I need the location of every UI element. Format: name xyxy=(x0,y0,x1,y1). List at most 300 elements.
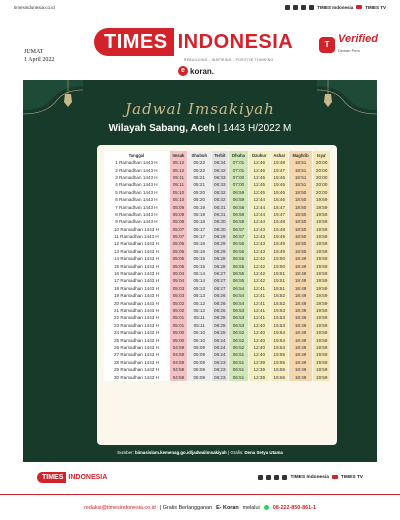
issue-day: JUMAT xyxy=(24,49,44,55)
cell-time: 06:56 xyxy=(229,248,248,255)
cell-time: 18:49 xyxy=(289,322,313,329)
cell-time: 15:51 xyxy=(271,277,288,284)
cell-date: 21 Ramadhan 1443 H xyxy=(104,307,169,314)
col-header: Isya' xyxy=(313,151,330,159)
cell-time: 05:22 xyxy=(188,166,211,173)
cell-time: 15:50 xyxy=(271,255,288,262)
cell-time: 05:08 xyxy=(188,373,211,380)
cell-time: 06:25 xyxy=(212,322,229,329)
cell-time: 15:49 xyxy=(271,233,288,240)
cell-time: 06:51 xyxy=(229,359,248,366)
cell-time: 05:12 xyxy=(188,307,211,314)
cell-time: 05:10 xyxy=(170,196,187,203)
cell-time: 19:59 xyxy=(313,196,330,203)
table-row xyxy=(104,351,330,358)
cell-time: 19:59 xyxy=(313,299,330,306)
cell-time: 18:50 xyxy=(289,226,313,233)
table-row xyxy=(104,285,330,292)
top-social xyxy=(285,5,386,10)
promo-ekoran: E- Koran xyxy=(216,504,239,511)
twitter-icon[interactable] xyxy=(301,5,306,10)
cell-time: 05:10 xyxy=(188,336,211,343)
cell-time: 06:23 xyxy=(212,366,229,373)
table-row xyxy=(104,196,330,203)
cell-time: 06:33 xyxy=(212,174,229,181)
cell-time: 15:47 xyxy=(271,166,288,173)
cell-time: 15:46 xyxy=(271,196,288,203)
cell-time: 06:58 xyxy=(229,218,248,225)
cell-time: 06:33 xyxy=(212,181,229,188)
cell-date: 23 Ramadhan 1443 H xyxy=(104,322,169,329)
cell-time: 05:12 xyxy=(188,299,211,306)
cell-date: 26 Ramadhan 1443 H xyxy=(104,344,169,351)
cell-time: 05:01 xyxy=(170,314,187,321)
cell-time: 06:55 xyxy=(229,262,248,269)
cell-date: 9 Ramadhan 1443 H xyxy=(104,218,169,225)
promo-lead: | Gratis Berlangganan xyxy=(159,504,213,511)
table-row xyxy=(104,226,330,233)
cell-time: 05:00 xyxy=(170,336,187,343)
table-row xyxy=(104,233,330,240)
cell-time: 15:52 xyxy=(271,292,288,299)
table-row xyxy=(104,203,330,210)
cell-time: 15:53 xyxy=(271,322,288,329)
facebook-icon[interactable] xyxy=(258,475,263,480)
table-row xyxy=(104,159,330,166)
cell-time: 05:13 xyxy=(188,285,211,292)
social-label: TIMES Indonesia xyxy=(317,4,354,10)
table-row xyxy=(104,336,330,343)
cell-time: 18:50 xyxy=(289,233,313,240)
cell-time: 06:31 xyxy=(212,211,229,218)
cell-time: 06:28 xyxy=(212,255,229,262)
cell-time: 06:25 xyxy=(212,314,229,321)
cell-time: 06:24 xyxy=(212,344,229,351)
cell-time: 18:49 xyxy=(289,270,313,277)
cell-time: 20:00 xyxy=(313,159,330,166)
cell-time: 12:42 xyxy=(249,270,270,277)
cell-time: 12:40 xyxy=(249,351,270,358)
table-row xyxy=(104,344,330,351)
cell-time: 04:58 xyxy=(170,359,187,366)
cell-time: 05:03 xyxy=(170,292,187,299)
cell-time: 05:11 xyxy=(170,174,187,181)
cell-time: 12:44 xyxy=(249,203,270,210)
cell-date: 22 Ramadhan 1443 H xyxy=(104,314,169,321)
cell-time: 20:00 xyxy=(313,189,330,196)
cell-time: 04:59 xyxy=(170,344,187,351)
cell-time: 18:49 xyxy=(289,292,313,299)
cell-time: 18:50 xyxy=(289,240,313,247)
cell-time: 05:09 xyxy=(188,351,211,358)
cell-time: 12:41 xyxy=(249,285,270,292)
cell-time: 07:01 xyxy=(229,159,248,166)
cell-time: 18:49 xyxy=(289,285,313,292)
cell-time: 18:49 xyxy=(289,299,313,306)
cell-time: 05:17 xyxy=(188,226,211,233)
cell-time: 06:28 xyxy=(212,262,229,269)
cell-time: 15:46 xyxy=(271,189,288,196)
cell-date: 7 Ramadhan 1443 H xyxy=(104,203,169,210)
cell-date: 6 Ramadhan 1443 H xyxy=(104,196,169,203)
redaksi-email[interactable]: redaksi@timesindonesia.co.id xyxy=(84,504,156,511)
cell-time: 06:31 xyxy=(212,203,229,210)
cell-time: 15:51 xyxy=(271,285,288,292)
cell-time: 05:21 xyxy=(188,174,211,181)
cell-time: 18:49 xyxy=(289,262,313,269)
cell-time: 15:50 xyxy=(271,262,288,269)
cell-time: 19:59 xyxy=(313,226,330,233)
cell-date: 18 Ramadhan 1443 H xyxy=(104,285,169,292)
cell-date: 25 Ramadhan 1443 H xyxy=(104,336,169,343)
cell-time: 07:01 xyxy=(229,166,248,173)
instagram-icon[interactable] xyxy=(266,475,271,480)
schedule-body xyxy=(104,159,330,381)
table-header-row xyxy=(104,151,330,159)
cell-time: 05:12 xyxy=(170,159,187,166)
table-row xyxy=(104,277,330,284)
youtube-icon[interactable] xyxy=(356,5,362,9)
cell-time: 18:49 xyxy=(289,366,313,373)
cell-time: 15:47 xyxy=(271,203,288,210)
cell-time: 06:55 xyxy=(229,270,248,277)
cell-time: 05:21 xyxy=(188,181,211,188)
cell-time: 05:15 xyxy=(188,262,211,269)
cell-time: 06:27 xyxy=(212,277,229,284)
poster-year: | 1443 H/2022 M xyxy=(217,123,292,134)
ekoran-text: koran. xyxy=(190,66,215,76)
footer-social-label: TIMES Indonesia xyxy=(290,474,329,480)
cell-time: 15:54 xyxy=(271,336,288,343)
table-row xyxy=(104,373,330,380)
footer-brand-indonesia: INDONESIA xyxy=(68,473,108,481)
source-url[interactable]: bimasislam.kemenag.go.id/jadwalimsakiyah xyxy=(134,450,227,455)
cell-time: 15:51 xyxy=(271,270,288,277)
table-row xyxy=(104,211,330,218)
cell-time: 05:09 xyxy=(188,344,211,351)
footer-tv-label: TIMES TV xyxy=(340,474,363,480)
cell-time: 18:49 xyxy=(289,277,313,284)
cell-time: 15:55 xyxy=(271,351,288,358)
cell-date: 14 Ramadhan 1443 H xyxy=(104,255,169,262)
cell-time: 05:08 xyxy=(170,218,187,225)
top-strip xyxy=(0,0,400,14)
cell-time: 12:44 xyxy=(249,211,270,218)
cell-time: 18:49 xyxy=(289,314,313,321)
cell-date: 3 Ramadhan 1443 H xyxy=(104,174,169,181)
cell-time: 15:52 xyxy=(271,299,288,306)
verified-title xyxy=(338,34,378,56)
cell-time: 12:40 xyxy=(249,344,270,351)
tiktok-icon[interactable] xyxy=(309,5,314,10)
tiktok-icon[interactable] xyxy=(282,475,287,480)
bottom-bar xyxy=(0,494,400,520)
poster-subtitle xyxy=(23,123,377,134)
cell-time: 05:11 xyxy=(170,181,187,188)
cell-time: 04:59 xyxy=(170,351,187,358)
cell-time: 05:06 xyxy=(170,240,187,247)
cell-time: 05:03 xyxy=(170,285,187,292)
cell-time: 06:27 xyxy=(212,270,229,277)
table-row xyxy=(104,366,330,373)
cell-time: 06:53 xyxy=(229,307,248,314)
cell-time: 19:59 xyxy=(313,233,330,240)
footer-brand-logo xyxy=(37,472,107,483)
cell-time: 06:53 xyxy=(229,314,248,321)
cell-date: 24 Ramadhan 1443 H xyxy=(104,329,169,336)
cell-time: 06:54 xyxy=(229,299,248,306)
cell-time: 05:13 xyxy=(188,292,211,299)
table-row xyxy=(104,322,330,329)
table-row xyxy=(104,299,330,306)
cell-time: 12:43 xyxy=(249,240,270,247)
source-label: Sumber: xyxy=(117,450,134,455)
cell-time: 12:41 xyxy=(249,299,270,306)
cell-time: 19:59 xyxy=(313,211,330,218)
cell-time: 19:59 xyxy=(313,248,330,255)
cell-time: 12:41 xyxy=(249,292,270,299)
brand-logo[interactable] xyxy=(94,28,293,56)
cell-time: 06:27 xyxy=(212,285,229,292)
cell-time: 05:17 xyxy=(188,233,211,240)
table-row xyxy=(104,166,330,173)
cell-time: 06:26 xyxy=(212,292,229,299)
cell-time: 06:25 xyxy=(212,329,229,336)
cell-time: 06:32 xyxy=(212,166,229,173)
cell-time: 18:51 xyxy=(289,174,313,181)
cell-time: 12:39 xyxy=(249,366,270,373)
cell-time: 19:59 xyxy=(313,262,330,269)
cell-time: 15:54 xyxy=(271,329,288,336)
cell-time: 18:49 xyxy=(289,344,313,351)
cell-time: 04:58 xyxy=(170,366,187,373)
cell-time: 06:58 xyxy=(229,203,248,210)
table-row xyxy=(104,189,330,196)
cell-date: 15 Ramadhan 1443 H xyxy=(104,262,169,269)
col-header: Tanggal xyxy=(104,151,169,159)
table-row xyxy=(104,329,330,336)
cell-time: 18:49 xyxy=(289,373,313,380)
cell-time: 18:49 xyxy=(289,255,313,262)
cell-time: 06:59 xyxy=(229,196,248,203)
cell-time: 06:51 xyxy=(229,351,248,358)
cell-time: 19:59 xyxy=(313,359,330,366)
cell-time: 06:57 xyxy=(229,226,248,233)
cell-time: 05:00 xyxy=(170,329,187,336)
cell-date: 2 Ramadhan 1443 H xyxy=(104,166,169,173)
cell-time: 15:53 xyxy=(271,314,288,321)
cell-time: 15:53 xyxy=(271,307,288,314)
poster-footer xyxy=(23,462,377,492)
cell-time: 12:44 xyxy=(249,196,270,203)
site-url[interactable]: timesindonesia.co.id xyxy=(14,4,55,10)
cell-time: 15:48 xyxy=(271,159,288,166)
cell-time: 15:49 xyxy=(271,240,288,247)
brand-tagline: REBUILDING - INSPIRING - POSITIVE THINKING xyxy=(184,58,274,62)
table-row xyxy=(104,307,330,314)
cell-time: 18:50 xyxy=(289,211,313,218)
cell-time: 05:19 xyxy=(188,211,211,218)
cell-time: 05:10 xyxy=(170,189,187,196)
cell-date: 28 Ramadhan 1443 H xyxy=(104,359,169,366)
cell-time: 05:07 xyxy=(170,226,187,233)
table-row xyxy=(104,314,330,321)
cell-time: 05:08 xyxy=(188,366,211,373)
cell-time: 05:15 xyxy=(188,255,211,262)
cell-time: 06:29 xyxy=(212,233,229,240)
cell-time: 06:26 xyxy=(212,299,229,306)
poster-title: Jadwal Imsakiyah xyxy=(125,100,275,118)
cell-time: 18:50 xyxy=(289,203,313,210)
cell-time: 05:14 xyxy=(188,270,211,277)
cell-time: 12:40 xyxy=(249,329,270,336)
imsakiyah-poster xyxy=(23,80,377,492)
cell-time: 06:54 xyxy=(229,292,248,299)
cell-time: 15:48 xyxy=(271,226,288,233)
cell-time: 18:50 xyxy=(289,189,313,196)
cell-time: 06:23 xyxy=(212,373,229,380)
cell-time: 15:55 xyxy=(271,366,288,373)
cell-time: 06:52 xyxy=(229,336,248,343)
cell-time: 05:01 xyxy=(170,322,187,329)
cell-time: 07:00 xyxy=(229,174,248,181)
table-row xyxy=(104,218,330,225)
cell-time: 18:49 xyxy=(289,329,313,336)
cell-time: 12:43 xyxy=(249,248,270,255)
cell-time: 06:51 xyxy=(229,373,248,380)
cell-time: 12:39 xyxy=(249,359,270,366)
brand-indonesia: INDONESIA xyxy=(177,31,294,53)
cell-time: 15:48 xyxy=(271,218,288,225)
cell-time: 05:04 xyxy=(170,270,187,277)
cell-time: 19:59 xyxy=(313,292,330,299)
cell-time: 05:09 xyxy=(170,211,187,218)
cell-time: 19:59 xyxy=(313,336,330,343)
cell-time: 06:24 xyxy=(212,351,229,358)
cell-time: 18:51 xyxy=(289,181,313,188)
cell-time: 06:32 xyxy=(212,189,229,196)
col-header: Imsak xyxy=(170,151,187,159)
cell-time: 12:45 xyxy=(249,174,270,181)
cell-time: 05:06 xyxy=(170,248,187,255)
cell-date: 17 Ramadhan 1443 H xyxy=(104,277,169,284)
cell-time: 15:55 xyxy=(271,359,288,366)
table-row xyxy=(104,359,330,366)
cell-time: 12:45 xyxy=(249,189,270,196)
instagram-icon[interactable] xyxy=(293,5,298,10)
cell-time: 18:49 xyxy=(289,336,313,343)
cell-time: 05:05 xyxy=(170,255,187,262)
cell-time: 05:10 xyxy=(188,329,211,336)
cell-time: 19:59 xyxy=(313,322,330,329)
masthead xyxy=(0,14,400,80)
cell-time: 06:57 xyxy=(229,233,248,240)
cell-time: 12:43 xyxy=(249,233,270,240)
cell-time: 19:59 xyxy=(313,285,330,292)
table-row xyxy=(104,181,330,188)
cell-time: 12:46 xyxy=(249,159,270,166)
verified-mark: T xyxy=(319,37,335,53)
cell-time: 12:40 xyxy=(249,336,270,343)
cell-date: 13 Ramadhan 1443 H xyxy=(104,248,169,255)
cell-time: 06:54 xyxy=(229,285,248,292)
col-header: Maghrib xyxy=(289,151,313,159)
cell-date: 27 Ramadhan 1443 H xyxy=(104,351,169,358)
graphic-label: | Grafis: xyxy=(227,450,244,455)
cell-date: 1 Ramadhan 1443 H xyxy=(104,159,169,166)
cell-date: 20 Ramadhan 1443 H xyxy=(104,299,169,306)
cell-time: 06:52 xyxy=(229,344,248,351)
cell-time: 06:59 xyxy=(229,189,248,196)
verified-title-text: Verified xyxy=(338,33,378,45)
cell-time: 05:22 xyxy=(188,159,211,166)
phone-number[interactable]: 08-222-850-861-1 xyxy=(272,504,316,511)
cell-time: 12:42 xyxy=(249,255,270,262)
cell-time: 19:59 xyxy=(313,344,330,351)
cell-time: 12:42 xyxy=(249,277,270,284)
cell-time: 12:41 xyxy=(249,307,270,314)
cell-time: 05:08 xyxy=(188,359,211,366)
graphic-author: Dena Setya Utama xyxy=(244,450,283,455)
cell-time: 18:49 xyxy=(289,307,313,314)
youtube-icon[interactable] xyxy=(332,475,338,479)
facebook-icon[interactable] xyxy=(285,5,290,10)
twitter-icon[interactable] xyxy=(274,475,279,480)
cell-time: 06:56 xyxy=(229,255,248,262)
cell-time: 04:58 xyxy=(170,373,187,380)
footer-brand-times: TIMES xyxy=(37,472,66,483)
cell-time: 20:00 xyxy=(313,174,330,181)
cell-time: 05:11 xyxy=(188,314,211,321)
promo-tail: melalui xyxy=(242,504,260,511)
source-line xyxy=(23,450,377,455)
cell-time: 20:00 xyxy=(313,166,330,173)
cell-date: 5 Ramadhan 1443 H xyxy=(104,189,169,196)
cell-time: 12:40 xyxy=(249,322,270,329)
whatsapp-icon xyxy=(264,505,269,510)
table-row xyxy=(104,248,330,255)
cell-time: 15:49 xyxy=(271,248,288,255)
cell-time: 12:41 xyxy=(249,314,270,321)
cell-time: 05:12 xyxy=(170,166,187,173)
cell-time: 18:51 xyxy=(289,166,313,173)
cell-time: 19:59 xyxy=(313,329,330,336)
cell-time: 06:55 xyxy=(229,277,248,284)
cell-time: 05:09 xyxy=(170,203,187,210)
schedule-table xyxy=(103,151,331,381)
cell-date: 16 Ramadhan 1443 H xyxy=(104,270,169,277)
cell-time: 18:49 xyxy=(289,359,313,366)
poster-location: Wilayah Sabang, Aceh xyxy=(108,123,215,134)
verified-badge xyxy=(319,34,378,56)
cell-time: 19:59 xyxy=(313,373,330,380)
cell-time: 12:43 xyxy=(249,226,270,233)
cell-time: 05:20 xyxy=(188,189,211,196)
ekoran-logo xyxy=(178,66,214,76)
cell-time: 07:00 xyxy=(229,181,248,188)
table-row xyxy=(104,174,330,181)
ekoran-mark: e xyxy=(178,66,188,76)
cell-time: 18:51 xyxy=(289,159,313,166)
cell-time: 19:59 xyxy=(313,351,330,358)
cell-time: 05:16 xyxy=(188,240,211,247)
cell-time: 15:56 xyxy=(271,373,288,380)
cell-time: 19:59 xyxy=(313,366,330,373)
cell-time: 05:18 xyxy=(188,218,211,225)
cell-time: 06:51 xyxy=(229,366,248,373)
table-row xyxy=(104,240,330,247)
cell-time: 19:59 xyxy=(313,307,330,314)
